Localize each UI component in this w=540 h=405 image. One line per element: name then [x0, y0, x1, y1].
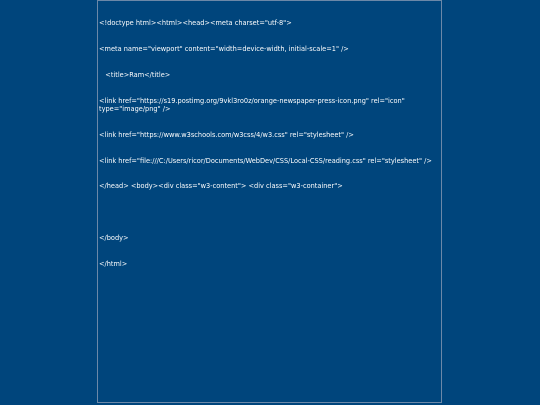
code-line-5: <link href="https://www.w3schools.com/w3css/4/w3.css" rel="stylesheet" />: [99, 130, 354, 139]
code-line-7: </head> <body><div class="w3-content"> <div class="w3-container">: [99, 182, 343, 191]
code-line-1: <!doctype html><html><head><meta charset="utf-8">: [99, 19, 292, 28]
code-text-area[interactable]: [99, 2, 440, 286]
code-editor-panel[interactable]: [97, 0, 442, 403]
code-line-4: <link href="https://s19.postimg.org/9vkl3ro0z/orange-newspaper-press-icon.png" rel="icon" type="image/png" />: [99, 96, 407, 114]
code-line-8: [99, 208, 440, 217]
code-line-3: <title>Ram</title>: [99, 70, 171, 79]
code-line-9: </body>: [99, 234, 129, 243]
code-line-2: <meta name="viewport" content="width=device-width, initial-scale=1" />: [99, 44, 349, 53]
code-line-6: <link href="file:///C:/Users/ricor/Documents/WebDev/CSS/Local-CSS/reading.css" rel="stylesheet" />: [99, 156, 432, 165]
code-line-10: </html>: [99, 259, 128, 268]
